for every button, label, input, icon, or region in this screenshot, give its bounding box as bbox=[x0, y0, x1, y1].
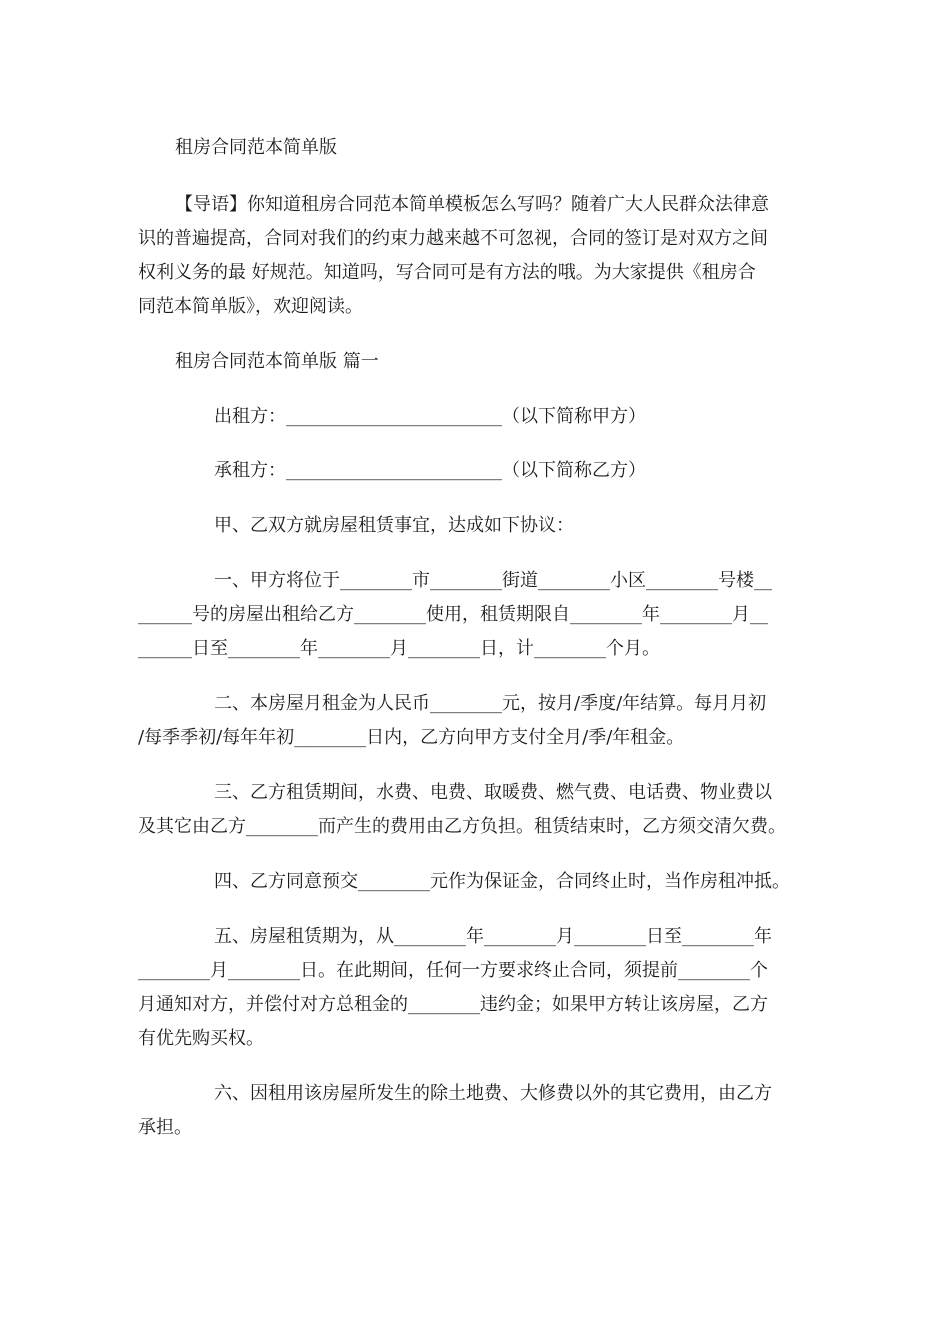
clause-1-line-2: ______号的房屋出租给乙方________使用，租赁期限自________年________月__ bbox=[138, 604, 768, 625]
clause-1-line-3: ______日至________年________月________日，计________个月。 bbox=[138, 638, 660, 659]
section-heading: 租房合同范本简单版 篇一 bbox=[175, 351, 379, 372]
clause-4-line-1: 四、乙方同意预交________元作为保证金，合同终止时，当作房租冲抵。 bbox=[214, 871, 790, 892]
clause-5-line-1: 五、房屋租赁期为，从________年________月________日至________年 bbox=[214, 926, 772, 947]
clause-6-line-1: 六、因租用该房屋所发生的除土地费、大修费以外的其它费用，由乙方 bbox=[214, 1083, 772, 1104]
clause-1-line-1: 一、甲方将位于________市________街道________小区________号楼__ bbox=[214, 570, 772, 591]
clause-5-line-2: ________月________日。在此期间，任何一方要求终止合同，须提前________个 bbox=[138, 960, 768, 981]
agreement-intro: 甲、乙双方就房屋租赁事宜，达成如下协议： bbox=[214, 515, 574, 536]
clause-6-line-2: 承担。 bbox=[138, 1117, 192, 1138]
clause-3-line-1: 三、乙方租赁期间，水费、电费、取暖费、燃气费、电话费、物业费以 bbox=[214, 782, 772, 803]
clause-3-line-2: 及其它由乙方________而产生的费用由乙方负担。租赁结束时，乙方须交清欠费。 bbox=[138, 816, 786, 837]
clause-2-line-1: 二、本房屋月租金为人民币________元，按月/季度/年结算。每月月初 bbox=[214, 693, 767, 714]
intro-line-1: 【导语】你知道租房合同范本简单模板怎么写吗？随着广大人民群众法律意 bbox=[175, 194, 769, 215]
intro-line-2: 识的普遍提高，合同对我们的约束力越来越不可忽视，合同的签订是对双方之间 bbox=[138, 228, 768, 249]
clause-2-line-2: /每季季初/每年年初________日内，乙方向甲方支付全月/季/年租金。 bbox=[138, 727, 685, 748]
document-title: 租房合同范本简单版 bbox=[175, 137, 337, 158]
lessee-line: 承租方：________________________（以下简称乙方） bbox=[214, 460, 646, 481]
lessor-line: 出租方：________________________（以下简称甲方） bbox=[214, 406, 646, 427]
clause-5-line-3: 月通知对方，并偿付对方总租金的________违约金；如果甲方转让该房屋，乙方 bbox=[138, 994, 768, 1015]
intro-line-3: 权利义务的最 好规范。知道吗，写合同可是有方法的哦。为大家提供《租房合 bbox=[138, 262, 756, 283]
clause-5-line-4: 有优先购买权。 bbox=[138, 1028, 264, 1049]
intro-line-4: 同范本简单版》，欢迎阅读。 bbox=[138, 296, 363, 317]
